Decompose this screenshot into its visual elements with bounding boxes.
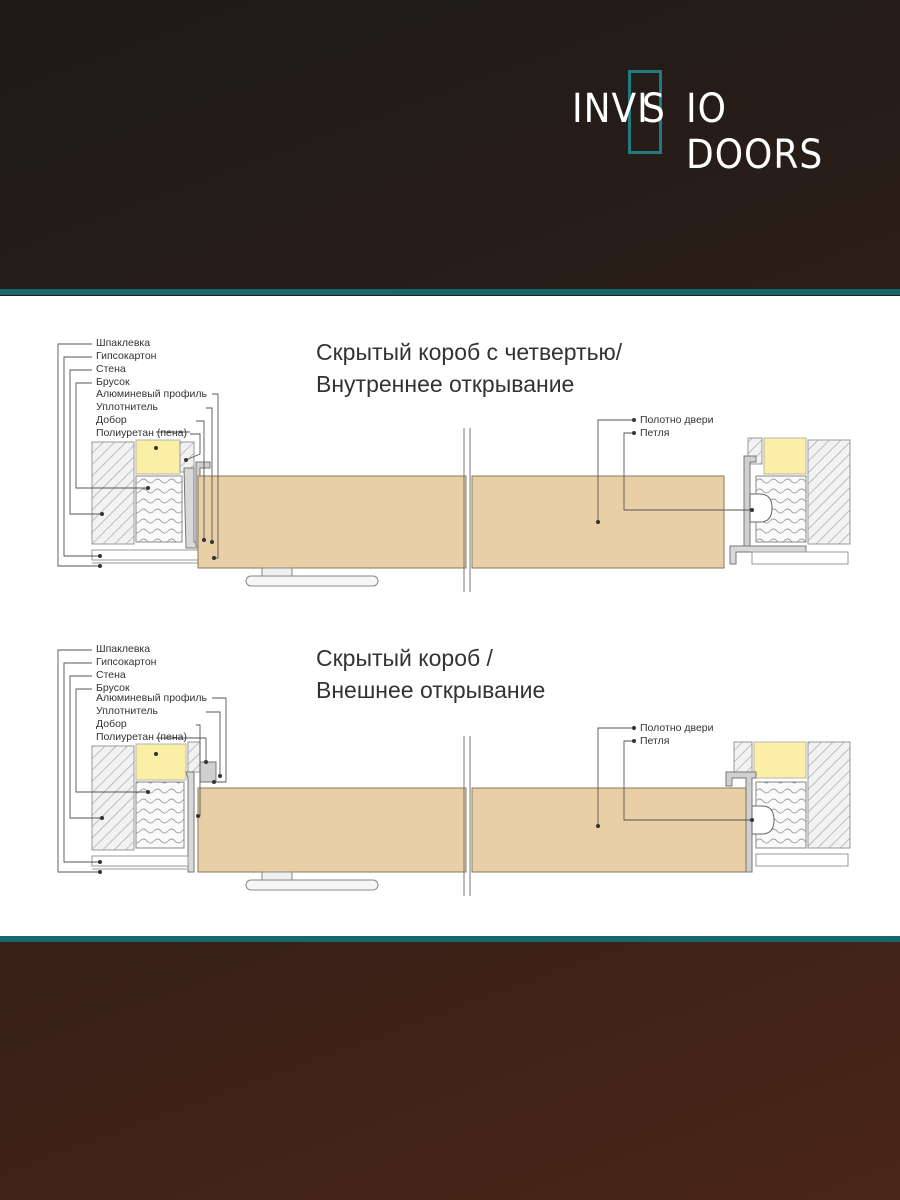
top-label-foam: Полиуретан (пена) — [96, 427, 188, 439]
bottom-label-wall: Стена — [96, 669, 126, 681]
brand-logo — [572, 82, 824, 178]
bottom-title-line1: Скрытый короб / — [316, 645, 493, 671]
top-left-beam — [136, 476, 182, 542]
top-label-seal: Уплотнитель — [96, 401, 158, 413]
bottom-handle — [246, 880, 378, 890]
bottom-label-beam: Брусок — [96, 682, 130, 694]
top-label-beam: Брусок — [96, 376, 130, 388]
bottom-right-foam — [754, 742, 806, 778]
bottom-label-putty: Шпаклевка — [96, 643, 151, 655]
top-label-hinge: Петля — [640, 427, 670, 439]
bottom-left-wall — [92, 746, 134, 850]
top-title-line1: Скрытый короб с четвертью/ — [316, 339, 623, 365]
logo-text-3: IO DOORS — [686, 86, 824, 178]
logo-text-2: S — [642, 86, 666, 132]
bottom-right-wall — [808, 742, 850, 848]
diagram-panel — [0, 296, 900, 936]
bottom-label-al-profile: Алюминевый профиль — [96, 692, 207, 704]
bottom-label-extension: Добор — [96, 718, 127, 730]
bottom-accent-band — [0, 936, 900, 942]
bottom-door-leaf-right — [472, 788, 746, 872]
top-label-al-profile: Алюминевый профиль — [96, 388, 207, 400]
bottom-label-hinge: Петля — [640, 735, 670, 747]
bottom-label-seal: Уплотнитель — [96, 705, 158, 717]
bottom-left-plasterboard — [92, 856, 188, 866]
top-left-foam — [136, 440, 180, 474]
bottom-door-leaf-left — [198, 788, 466, 872]
logo-text-1: INVI — [572, 86, 649, 132]
top-label-putty: Шпаклевка — [96, 337, 151, 349]
top-door-leaf-left — [198, 476, 466, 568]
top-label-extension: Добор — [96, 414, 127, 426]
top-label-door-leaf: Полотно двери — [640, 414, 714, 426]
top-title-line2: Внутреннее открывание — [316, 371, 575, 397]
top-handle — [246, 576, 378, 586]
top-left-plasterboard — [92, 550, 212, 560]
top-accent-band — [0, 289, 900, 295]
bottom-title-line2: Внешнее открывание — [316, 677, 546, 703]
top-right-foam — [764, 438, 806, 474]
bottom-label-plasterboard: Гипсокартон — [96, 656, 157, 668]
top-left-wall — [92, 442, 134, 544]
top-right-wall — [808, 440, 850, 544]
bottom-label-foam: Полиуретан (пена) — [96, 731, 188, 743]
top-hinge-icon — [750, 494, 772, 522]
bottom-hinge-icon — [752, 806, 774, 834]
top-label-plasterboard: Гипсокартон — [96, 350, 157, 362]
bottom-left-foam — [136, 744, 186, 780]
top-label-wall: Стена — [96, 363, 126, 375]
bottom-label-door-leaf: Полотно двери — [640, 722, 714, 734]
